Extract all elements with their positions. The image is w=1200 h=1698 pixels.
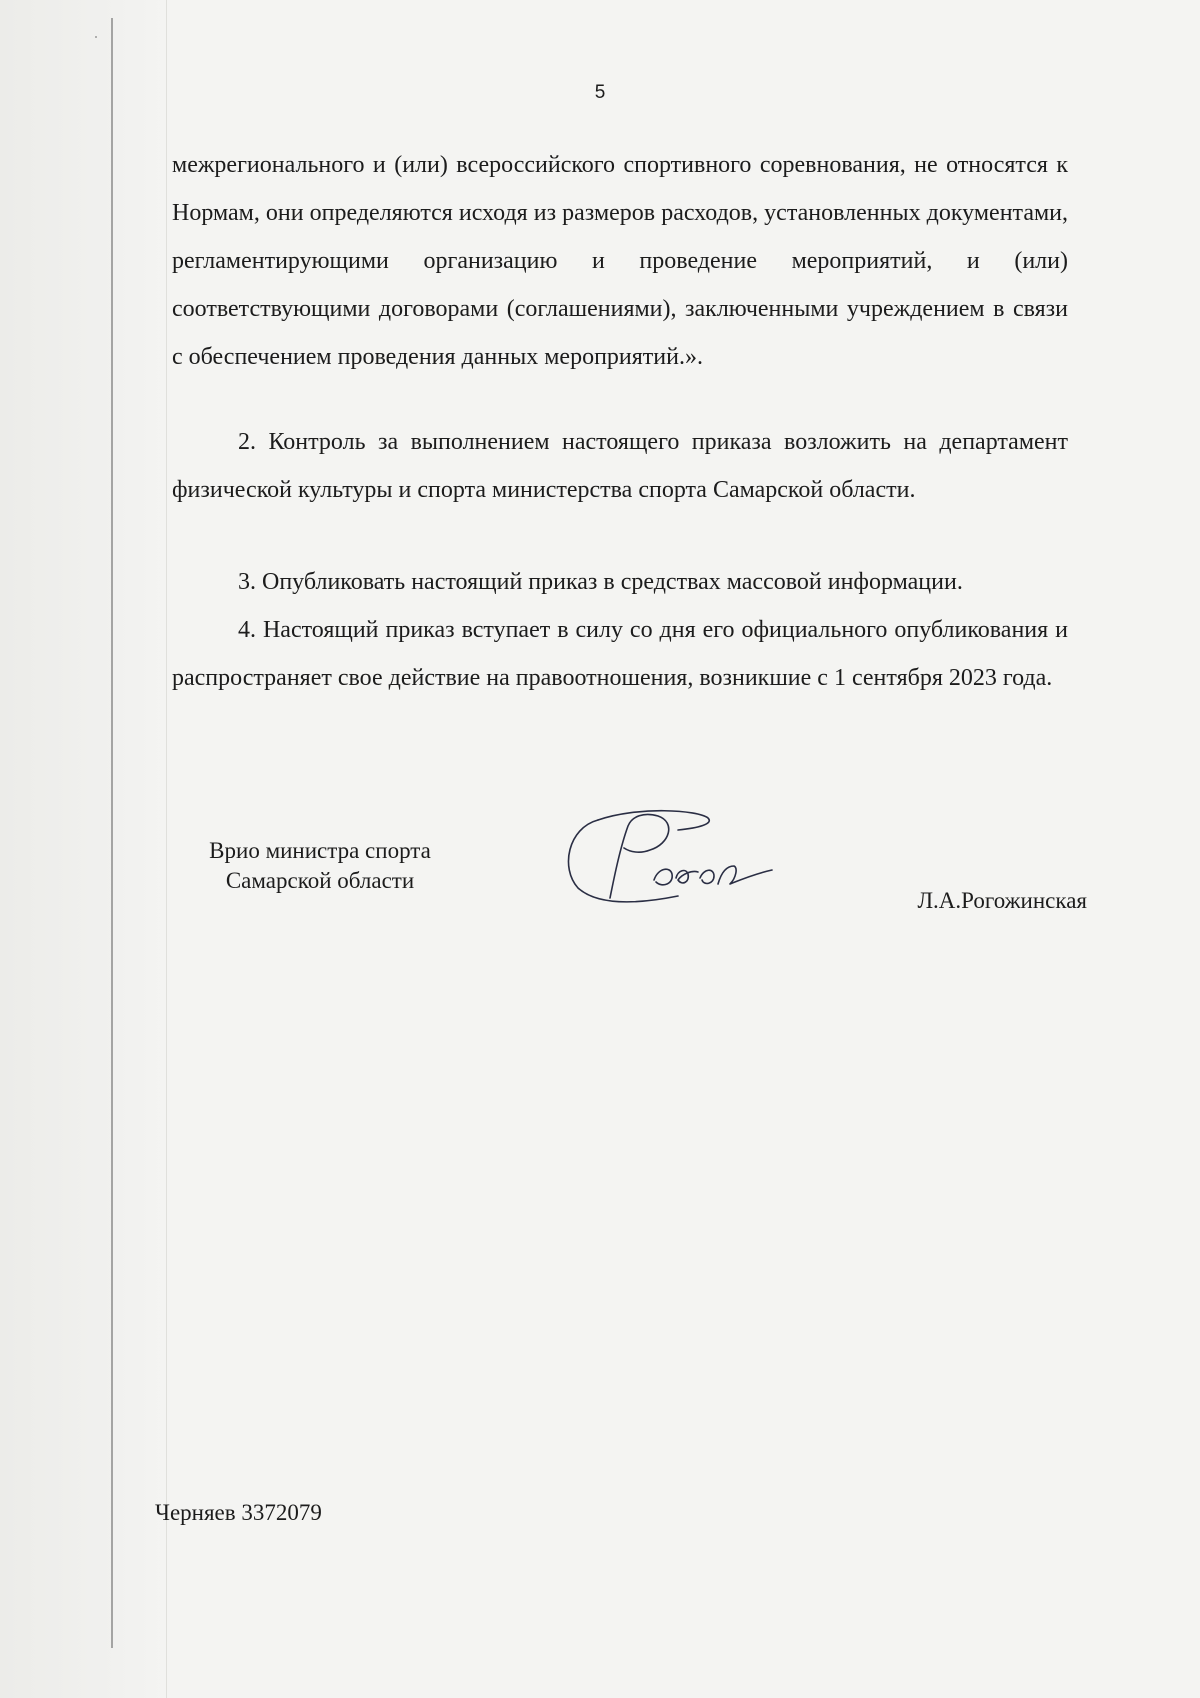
signature-stroke xyxy=(718,866,772,884)
signature-stroke xyxy=(676,871,698,883)
page-number: 5 xyxy=(594,82,606,103)
signatory-position xyxy=(170,836,470,896)
paragraph-item-3: 3. Опубликовать настоящий приказ в средствах массовой информации. xyxy=(238,569,963,595)
signature-stroke xyxy=(598,811,709,830)
signatory-name: Л.А.Рогожинская xyxy=(917,888,1087,913)
signature-stroke xyxy=(654,869,672,885)
page-edge-line xyxy=(166,0,167,1698)
signature-stroke xyxy=(700,870,714,883)
executor-contact: Черняев 3372079 xyxy=(155,1500,322,1525)
signatory-position-line-2: Самарской области xyxy=(225,868,415,893)
signatory-position-line-1: Врио министра спорта xyxy=(209,838,431,863)
paragraph-item-2: 2. Контроль за выполнением настоящего приказа возложить на департамент физической культуры и спорта министерства спорта Самарской области. xyxy=(172,429,1068,503)
binding-edge-line xyxy=(111,18,113,1648)
signature-stroke xyxy=(610,814,669,898)
handwritten-signature xyxy=(558,808,788,908)
paragraph-item-4: 4. Настоящий приказ вступает в силу со дня его официального опубликования и распространяет свое действие на правоотношения, возникшие с 1 сентября 2023 года. xyxy=(172,617,1068,691)
signature-stroke xyxy=(568,820,678,902)
scan-margin-shading xyxy=(0,0,168,1698)
scan-speck xyxy=(95,36,97,38)
paragraph-continuation: межрегионального и (или) всероссийского спортивного соревнования, не относятся к Нормам, они определяются исходя из размеров расходов, установленных документами, регламентирующими организацию и проведение мероприятий, и (или) соответствующими договорами (соглашениями), заключенными учреждением в связи с обеспечением проведения данных мероприятий.». xyxy=(172,152,1068,370)
